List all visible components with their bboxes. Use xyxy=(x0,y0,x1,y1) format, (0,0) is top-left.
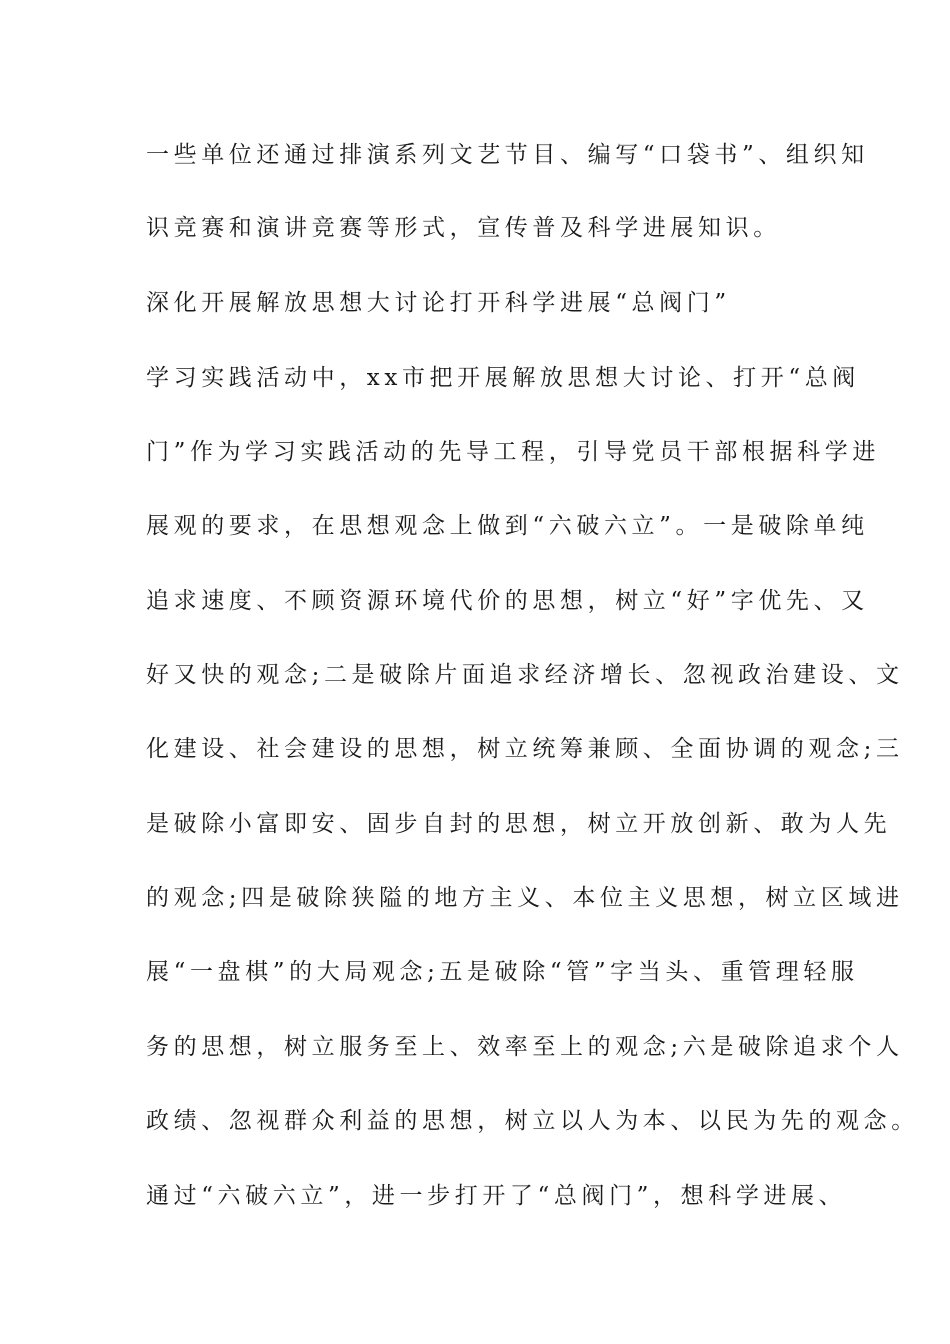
paragraph-line: 务的思想，树立服务至上、效率至上的观念;六是破除追求个人 xyxy=(146,1034,904,1060)
paragraph-line: 追求速度、不顾资源环境代价的思想，树立“好”字优先、又 xyxy=(146,588,869,614)
paragraph-line: 政绩、忽视群众利益的思想，树立以人为本、以民为先的观念。 xyxy=(146,1108,919,1134)
paragraph-line: 通过“六破六立”，进一步打开了“总阀门”，想科学进展、 xyxy=(146,1183,847,1209)
paragraph-line: 门”作为学习实践活动的先导工程，引导党员干部根据科学进 xyxy=(146,439,880,465)
paragraph-line: 展“一盘棋”的大局观念;五是破除“管”字当头、重管理轻服 xyxy=(146,959,859,985)
paragraph-line: 识竞赛和演讲竞赛等形式，宣传普及科学进展知识。 xyxy=(146,215,781,241)
section-heading: 深化开展解放思想大讨论打开科学进展“总阀门” xyxy=(146,290,731,316)
paragraph-line: 是破除小富即安、固步自封的思想，树立开放创新、敢为人先 xyxy=(146,811,892,837)
paragraph-line: 一些单位还通过排演系列文艺节目、编写“口袋书”、组织知 xyxy=(146,142,869,168)
paragraph-line: 化建设、社会建设的思想，树立统筹兼顾、全面协调的观念;三 xyxy=(146,736,904,762)
paragraph-line: 的观念;四是破除狭隘的地方主义、本位主义思想，树立区域进 xyxy=(146,885,904,911)
paragraph-line: 展观的要求，在思想观念上做到“六破六立”。一是破除单纯 xyxy=(146,513,869,539)
paragraph-line: 好又快的观念;二是破除片面追求经济增长、忽视政治建设、文 xyxy=(146,662,904,688)
paragraph-line: 学习实践活动中，xx市把开展解放思想大讨论、打开“总阀 xyxy=(146,365,860,391)
